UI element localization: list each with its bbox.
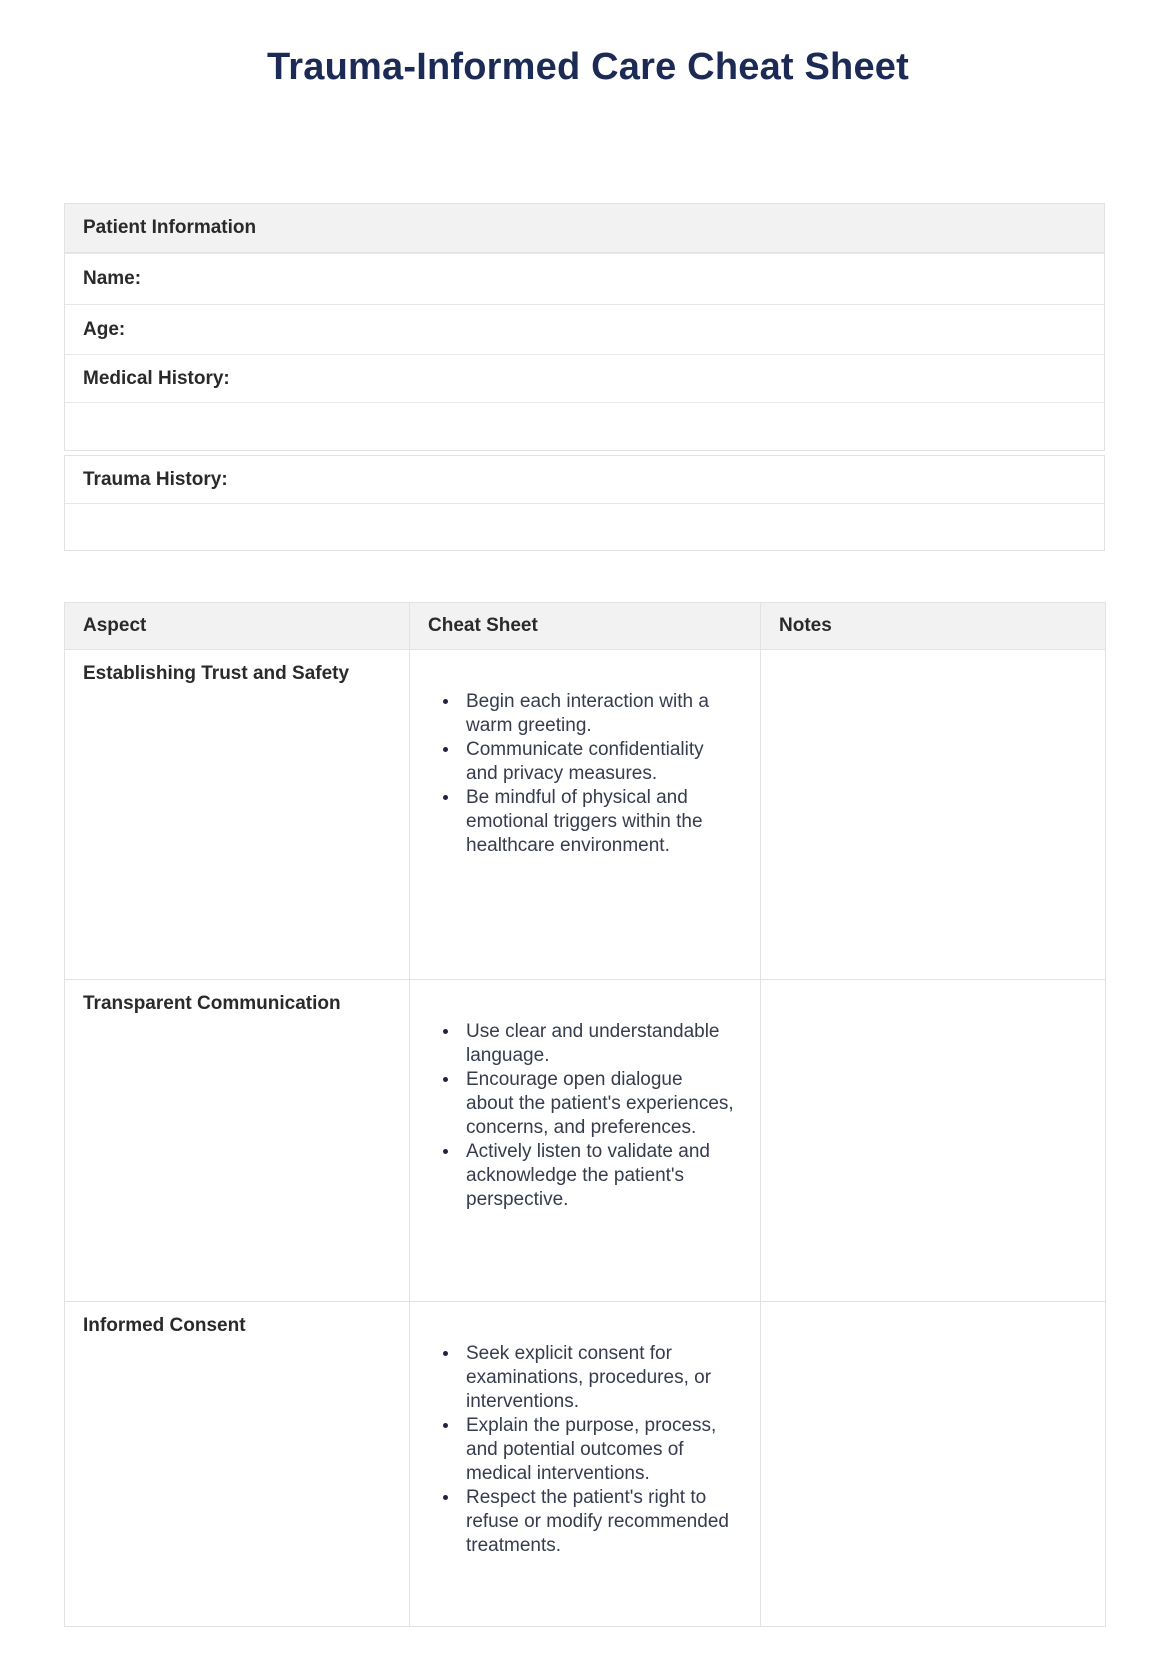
cheat-sheet-cell: [410, 650, 761, 980]
table-row-transparent-communication: [65, 980, 1106, 1302]
aspect-cell: Informed Consent: [65, 1302, 410, 1627]
cheat-sheet-item: • Respect the patient's right to refuse or modify recommended treatments.: [460, 1486, 734, 1558]
patient-field-medical-history: [65, 354, 1104, 402]
patient-field-medical-history-answer: [65, 402, 1104, 450]
patient-field-medical-history-label: Medical History:: [83, 367, 230, 389]
column-header-cheat-sheet: Cheat Sheet: [410, 603, 761, 650]
patient-field-trauma-history-label: Trauma History:: [83, 468, 228, 490]
notes-cell: [761, 1302, 1106, 1627]
column-header-notes: Notes: [761, 603, 1106, 650]
cheat-sheet-item: • Be mindful of physical and emotional triggers within the healthcare environment.: [460, 786, 734, 858]
patient-field-name: [65, 253, 1104, 304]
patient-field-age-label: Age:: [83, 318, 126, 340]
cheat-sheet-list: [428, 1342, 734, 1558]
care-table-section: [64, 602, 1105, 1627]
cheat-sheet-item: • Actively listen to validate and acknowledge the patient's perspective.: [460, 1140, 734, 1212]
cheat-sheet-item: • Communicate confidentiality and privacy measures.: [460, 738, 734, 786]
patient-info-header-label: Patient Information: [83, 217, 257, 238]
document-body: [64, 203, 1105, 1627]
page-title: Trauma-Informed Care Cheat Sheet: [266, 46, 909, 88]
notes-cell: [761, 650, 1106, 980]
cheat-sheet-list: [428, 690, 734, 858]
patient-field-trauma-history-answer: [65, 503, 1104, 550]
cheat-sheet-item: • Seek explicit consent for examinations, procedures, or interventions.: [460, 1342, 734, 1414]
cheat-sheet-item: • Use clear and understandable language.: [460, 1020, 734, 1068]
column-header-aspect: Aspect: [65, 603, 410, 650]
cheat-sheet-list: [428, 1020, 734, 1212]
cheat-sheet-item: • Explain the purpose, process, and potential outcomes of medical interventions.: [460, 1414, 734, 1486]
cheat-sheet-cell: [410, 1302, 761, 1627]
patient-field-trauma-history: [65, 456, 1104, 503]
table-row-establishing-trust: [65, 650, 1106, 980]
cheat-sheet-cell: [410, 980, 761, 1302]
patient-info-trauma-block: [64, 455, 1105, 551]
patient-info-header: [65, 204, 1104, 253]
cheat-sheet-item: • Begin each interaction with a warm greeting.: [460, 690, 734, 738]
patient-field-age: [65, 304, 1104, 354]
patient-info-section: [64, 203, 1105, 451]
care-table: [64, 602, 1106, 1627]
patient-field-name-label: Name:: [83, 268, 142, 289]
care-table-header-row: [65, 603, 1106, 650]
aspect-cell: Transparent Communication: [65, 980, 410, 1302]
table-row-informed-consent: [65, 1302, 1106, 1627]
aspect-cell: Establishing Trust and Safety: [65, 650, 410, 980]
notes-cell: [761, 980, 1106, 1302]
cheat-sheet-item: • Encourage open dialogue about the patient's experiences, concerns, and preferences.: [460, 1068, 734, 1140]
